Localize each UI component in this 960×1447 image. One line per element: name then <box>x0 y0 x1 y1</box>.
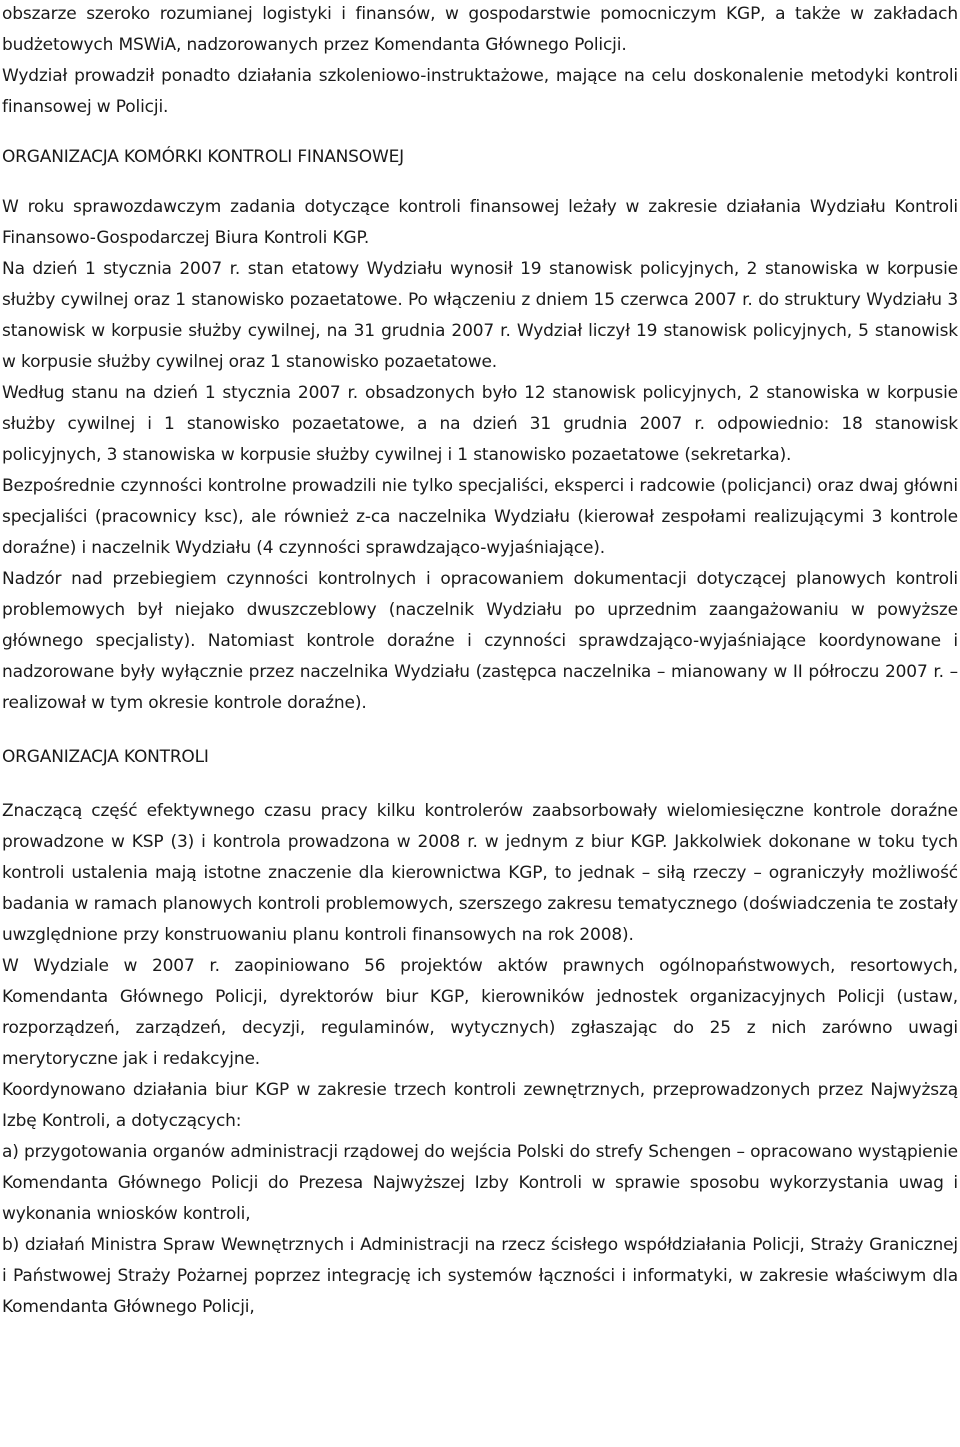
list-item-a: a) przygotowania organów administracji rządowej do wejścia Polski do strefy Schengen – opracowano wystąpienie Komendanta Głównego Policji do Prezesa Najwyższej Izby Kontroli w sprawie sposobu wykorzystania uwag i wykonania wniosków kontroli, <box>2 1142 958 1224</box>
paragraph-training: Wydział prowadził ponadto działania szkoleniowo-instruktażowe, mające na celu doskonalenie metodyki kontroli finansowej w Policji. <box>2 66 958 117</box>
section-heading-organizacja-komorki: ORGANIZACJA KOMÓRKI KONTROLI FINANSOWEJ <box>2 147 404 167</box>
paragraph-staffing: Na dzień 1 stycznia 2007 r. stan etatowy Wydziału wynosił 19 stanowisk policyjnych, 2 stanowiska w korpusie służby cywilnej oraz 1 stanowisko pozaetatowe. Po włączeniu z dniem 15 czerwca 2007 r. do struktury Wydziału 3 stanowisk w korpusie służby cywilnej, na 31 grudnia 2007 r. Wydział liczył 19 stanowisk policyjnych, 5 stanowisk w korpusie służby cywilnej oraz 1 stanowisko pozaetatowe. <box>2 259 958 372</box>
spacer <box>2 123 958 142</box>
section-heading-organizacja-kontroli: ORGANIZACJA KONTROLI <box>2 747 209 767</box>
paragraph-tasks: W roku sprawozdawczym zadania dotyczące kontroli finansowej leżały w zakresie działania Wydziału Kontroli Finansowo-Gospodarczej Biura Kontroli KGP. <box>2 197 958 248</box>
spacer <box>2 173 958 192</box>
paragraph-opinions: W Wydziale w 2007 r. zaopiniowano 56 projektów aktów prawnych ogólnopaństwowych, resortowych, Komendanta Głównego Policji, dyrektorów biur KGP, kierowników jednostek organizacyjnych Policji (ustaw, rozporządzeń, zarządzeń, decyzji, regulaminów, wytycznych) zgłaszając do 25 z nich zarówno uwagi merytoryczne jak i redakcyjne. <box>2 956 958 1069</box>
paragraph-intro: obszarze szeroko rozumianej logistyki i finansów, w gospodarstwie pomocniczym KGP, a także w zakładach budżetowych MSWiA, nadzorowanych przez Komendanta Głównego Policji. <box>2 4 958 55</box>
paragraph-occupancy: Według stanu na dzień 1 stycznia 2007 r. obsadzonych było 12 stanowisk policyjnych, 2 stanowiska w korpusie służby cywilnej i 1 stanowisko pozaetatowe, a na dzień 31 grudnia 2007 r. odpowiednio: 18 stanowisk policyjnych, 3 stanowiska w korpusie służby cywilnej i 1 stanowisko pozaetatowe (sekretarka). <box>2 383 958 465</box>
paragraph-supervision: Nadzór nad przebiegiem czynności kontrolnych i opracowaniem dokumentacji dotyczącej planowych kontroli problemowych był niejako dwuszczeblowy (naczelnik Wydziału po uprzednim zaangażowaniu w powyższe głównego specjalisty). Natomiast kontrole doraźne i czynności sprawdzająco-wyjaśniające koordynowane i nadzorowane były wyłącznie przez naczelnika Wydziału (zastępca naczelnika – mianowany w II półroczu 2007 r. – realizował w tym okresie kontrole doraźne). <box>2 569 958 713</box>
paragraph-direct-controls: Bezpośrednie czynności kontrolne prowadzili nie tylko specjaliści, eksperci i radcowie (policjanci) oraz dwaj główni specjaliści (pracownicy ksc), ale również z-ca naczelnika Wydziału (kierował zespołami realizującymi 3 kontrole doraźne) i naczelnik Wydziału (4 czynności sprawdzająco-wyjaśniające). <box>2 476 958 558</box>
spacer <box>2 773 958 796</box>
paragraph-working-time: Znaczącą część efektywnego czasu pracy kilku kontrolerów zaabsorbowały wielomiesięczne kontrole doraźne prowadzone w KSP (3) i kontrola prowadzona w 2008 r. w jednym z biur KGP. Jakkolwiek dokonane w toku tych kontroli ustalenia mają istotne znaczenie dla kierownictwa KGP, to jednak – siłą rzeczy – ograniczyły możliwość badania w ramach planowych kontroli problemowych, szerszego zakresu tematycznego (doświadczenia te zostały uwzględnione przy konstruowaniu planu kontroli finansowych na rok 2008). <box>2 801 958 945</box>
paragraph-coordination: Koordynowano działania biur KGP w zakresie trzech kontroli zewnętrznych, przeprowadzonych przez Najwyższą Izbę Kontroli, a dotyczących: <box>2 1080 958 1131</box>
spacer <box>2 719 958 742</box>
list-item-b: b) działań Ministra Spraw Wewnętrznych i Administracji na rzecz ścisłego współdziałania Policji, Straży Granicznej i Państwowej Straży Pożarnej poprzez integrację ich systemów łączności i informatyki, w zakresie właściwym dla Komendanta Głównego Policji, <box>2 1235 958 1317</box>
